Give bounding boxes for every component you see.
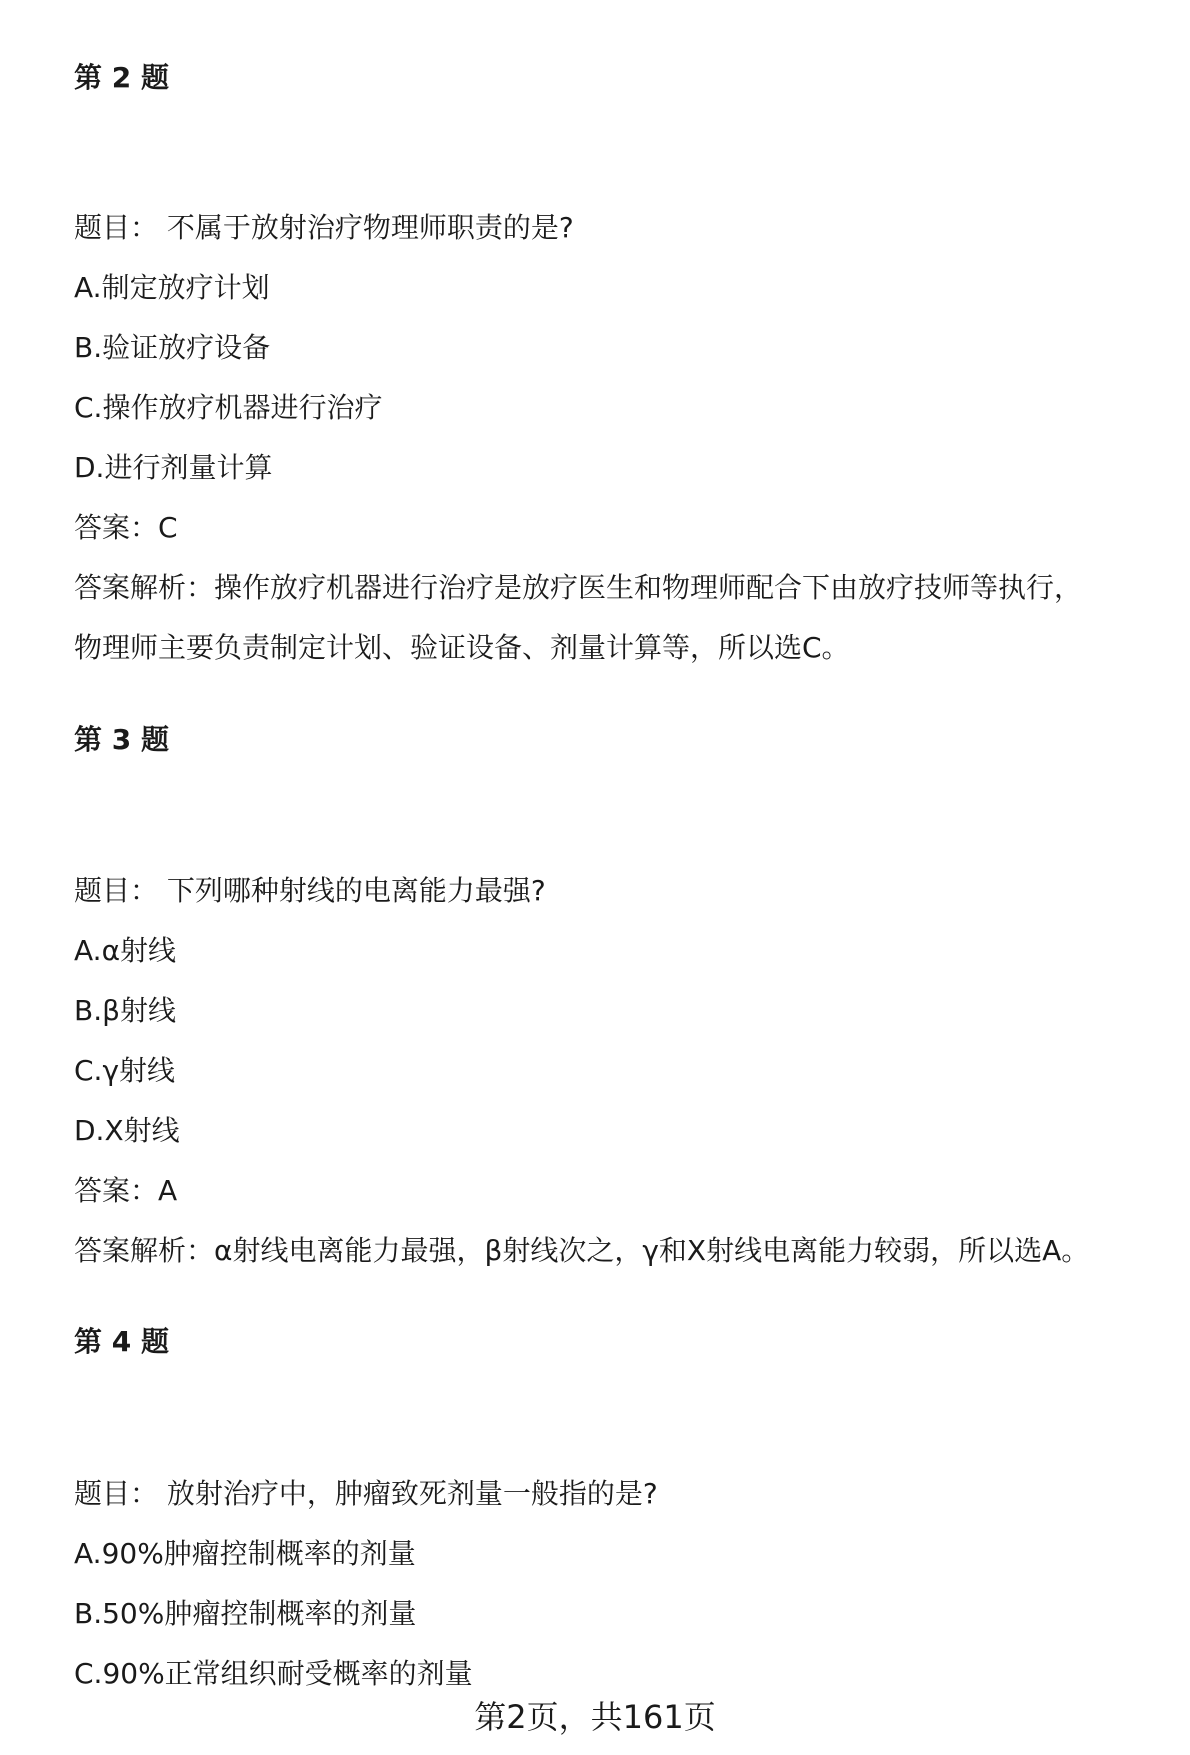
question-4-option-b: B.50%肿瘤控制概率的剂量	[74, 1597, 417, 1630]
question-4-stem: 题目： 放射治疗中，肿瘤致死剂量一般指的是?	[74, 1477, 658, 1510]
question-4-option-a: A.90%肿瘤控制概率的剂量	[74, 1537, 416, 1570]
question-2-option-a: A.制定放疗计划	[74, 271, 270, 304]
question-2-heading: 第 2 题	[74, 61, 169, 94]
question-3-option-d: D.X射线	[74, 1114, 180, 1147]
question-2-option-b: B.验证放疗设备	[74, 331, 271, 364]
question-2-analysis-line-1: 答案解析：操作放疗机器进行治疗是放疗医生和物理师配合下由放疗技师等执行，	[74, 571, 1083, 604]
question-3-heading: 第 3 题	[74, 723, 169, 756]
question-3-option-b: B.β射线	[74, 994, 176, 1027]
question-3-answer: 答案：A	[74, 1174, 178, 1207]
question-2-option-d: D.进行剂量计算	[74, 451, 273, 484]
question-3-option-a: A.α射线	[74, 934, 177, 967]
question-3-stem: 题目： 下列哪种射线的电离能力最强?	[74, 874, 546, 907]
question-3-analysis-line-1: 答案解析：α射线电离能力最强，β射线次之，γ和X射线电离能力较弱，所以选A。	[74, 1234, 1090, 1267]
question-2-stem: 题目： 不属于放射治疗物理师职责的是?	[74, 211, 574, 244]
question-3-option-c: C.γ射线	[74, 1054, 176, 1087]
page-number-footer: 第2页，共161页	[474, 1698, 716, 1736]
question-2-option-c: C.操作放疗机器进行治疗	[74, 391, 383, 424]
question-2-answer: 答案：C	[74, 511, 178, 544]
question-4-option-c: C.90%正常组织耐受概率的剂量	[74, 1657, 473, 1690]
question-2-analysis-line-2: 物理师主要负责制定计划、验证设备、剂量计算等，所以选C。	[74, 631, 850, 664]
question-4-heading: 第 4 题	[74, 1325, 169, 1358]
